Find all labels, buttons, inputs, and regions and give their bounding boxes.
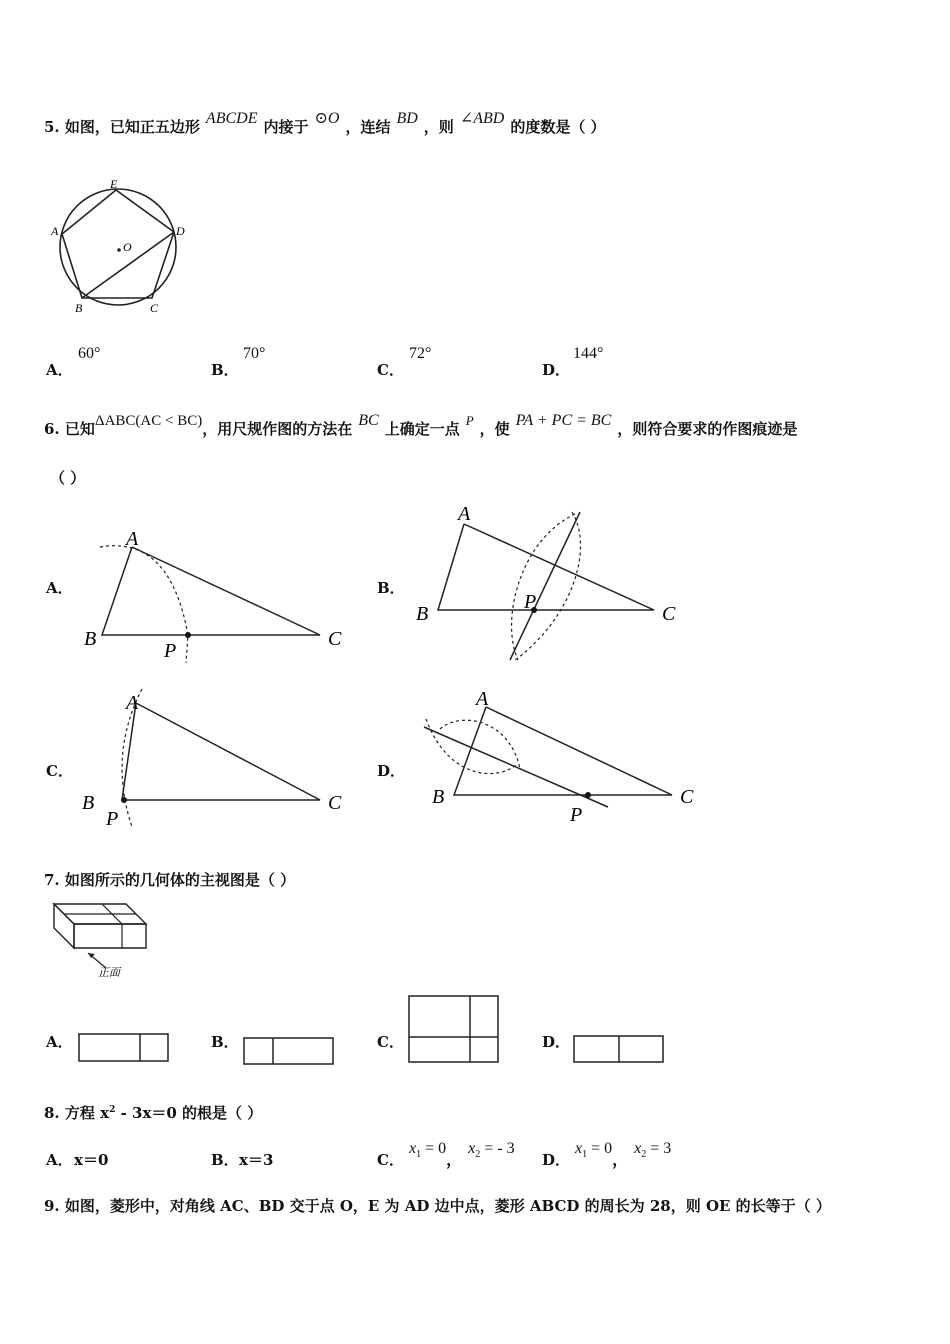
q5-math-circle: ⊙O — [314, 110, 340, 127]
q7-option-b-label: B． — [211, 1033, 239, 1051]
q5-option-b-value: 70° — [243, 345, 266, 362]
q6d-label-b: B — [432, 786, 445, 808]
q6-text: ，则符合要求的作图痕迹是 — [617, 420, 798, 438]
q5-figure — [44, 172, 204, 322]
q6b-label-a: A — [458, 503, 471, 525]
q6c-label-b: B — [82, 792, 95, 814]
q6-text: 已知 — [64, 420, 95, 438]
q5-text: ，连结 — [345, 118, 391, 136]
q8d-sub2: 2 — [641, 1149, 647, 1161]
q5-label-e: E — [110, 177, 118, 191]
q5-text: 内接于 — [263, 118, 309, 136]
q5-option-a-value: 60° — [78, 345, 101, 362]
q6-number: 6. — [44, 420, 60, 438]
q8-text: - 3x＝0 的根是（ ） — [115, 1104, 263, 1122]
q5-label-a: A — [51, 224, 59, 238]
q6a-label-b: B — [84, 628, 97, 650]
q6-stem — [44, 412, 798, 439]
q7-option-d-label: D． — [542, 1033, 571, 1051]
q8-option-d-value — [575, 1135, 672, 1169]
q6-option-d-label: D． — [377, 762, 406, 780]
q7-option-a-label: A． — [46, 1033, 73, 1051]
q8c-x1: x — [409, 1140, 417, 1157]
q6-paren: （ ） — [50, 469, 86, 487]
q8c-sub2: 2 — [475, 1149, 481, 1161]
q5-text: 如图，已知正五边形 — [64, 118, 200, 136]
q6d-label-c: C — [680, 786, 694, 808]
q6-figure-a — [80, 525, 360, 665]
q5-option-d-label: D． — [542, 361, 571, 379]
q6c-label-p: P — [106, 808, 119, 830]
q5-math-angle: ∠ABD — [459, 110, 505, 127]
q6-text: 上确定一点 — [384, 420, 460, 438]
q8-number: 8. — [44, 1104, 60, 1122]
q8d-sub1: 1 — [582, 1149, 588, 1161]
q7-option-d-figure — [573, 1035, 667, 1065]
q6d-label-p: P — [570, 804, 583, 826]
q6-math-p: P — [465, 413, 474, 428]
q6a-label-c: C — [328, 628, 342, 650]
q8-superscript: 2 — [109, 1105, 116, 1115]
q9-text: 如图，菱形中，对角线 AC、BD 交于点 O，E 为 AD 边中点，菱形 ABCD 的周长为 28，则 OE 的长等于（ ） — [64, 1197, 831, 1215]
q6a-label-p: P — [164, 640, 177, 662]
q5-text: ，则 — [423, 118, 454, 136]
q8-option-a-value: x＝0 — [74, 1151, 109, 1169]
q6-option-b-label: B． — [377, 579, 405, 597]
q6-figure-d — [410, 683, 700, 828]
q7-option-b-figure — [243, 1037, 337, 1067]
q8-option-c-label: C． — [377, 1151, 404, 1169]
q6b-label-p: P — [524, 591, 537, 613]
q5-stem — [44, 110, 606, 137]
q8d-eq1: = 0 — [587, 1140, 613, 1157]
q7-option-c-figure — [408, 995, 502, 1065]
q8d-sep: ， — [612, 1152, 629, 1169]
q6-option-a-label: A． — [46, 579, 73, 597]
q6-text: ，使 — [479, 420, 510, 438]
q8-option-b-value: x＝3 — [239, 1151, 274, 1169]
q6-math-condition: PA + PC = BC — [515, 412, 612, 429]
q7-front-label: 正面 — [98, 966, 120, 979]
q9-number: 9. — [44, 1197, 60, 1215]
q8-option-d-label: D． — [542, 1151, 571, 1169]
q8-text: 方程 x — [64, 1104, 110, 1122]
q6b-label-b: B — [416, 603, 429, 625]
q8-option-c-value — [409, 1135, 515, 1169]
q6-text: ，用尺规作图的方法在 — [202, 420, 353, 438]
q5-label-o: O — [123, 240, 132, 254]
q8d-x2: x — [634, 1140, 642, 1157]
q7-text: 如图所示的几何体的主视图是（ ） — [64, 871, 296, 889]
q8-option-b-label: B． — [211, 1151, 239, 1169]
q7-number: 7. — [44, 871, 60, 889]
q8c-eq2: = - 3 — [480, 1140, 515, 1157]
q8-stem — [44, 1102, 262, 1123]
q5-number: 5. — [44, 118, 60, 136]
q5-label-c: C — [150, 301, 159, 315]
q8d-x1: x — [575, 1140, 583, 1157]
q6d-label-a: A — [476, 688, 489, 710]
q6-option-c-label: C． — [46, 762, 73, 780]
q6c-label-c: C — [328, 792, 342, 814]
q6-math-triangle: ΔABC(AC < BC) — [94, 413, 203, 429]
q5-text: 的度数是（ ） — [510, 118, 606, 136]
q8d-eq2: = 3 — [646, 1140, 672, 1157]
q8c-sub1: 1 — [416, 1149, 422, 1161]
q5-option-d-value: 144° — [573, 345, 604, 362]
q6c-label-a: A — [126, 692, 139, 714]
q7-solid-figure — [48, 898, 158, 983]
q7-option-c-label: C． — [377, 1033, 404, 1051]
q6a-label-a: A — [126, 528, 139, 550]
q5-option-b-label: B． — [211, 361, 239, 379]
q6-figure-c — [80, 685, 360, 830]
q7-stem — [44, 869, 295, 890]
q6-figure-b — [410, 500, 700, 665]
q6b-label-c: C — [662, 603, 676, 625]
q7-option-a-figure — [78, 1033, 172, 1065]
q8-option-a-label: A． — [46, 1151, 73, 1169]
q5-option-c-value: 72° — [409, 345, 432, 362]
q8c-x2: x — [468, 1140, 476, 1157]
q5-label-b: B — [75, 301, 83, 315]
q9-stem — [44, 1195, 831, 1216]
q5-label-d: D — [176, 224, 185, 238]
q5-option-c-label: C． — [377, 361, 404, 379]
q8c-sep: ， — [446, 1152, 463, 1169]
q5-math-bd: BD — [396, 110, 418, 127]
q5-math-pentagon: ABCDE — [205, 110, 258, 127]
q6-math-bc: BC — [358, 412, 379, 429]
q5-option-a-label: A． — [46, 361, 73, 379]
q8c-eq1: = 0 — [421, 1140, 447, 1157]
